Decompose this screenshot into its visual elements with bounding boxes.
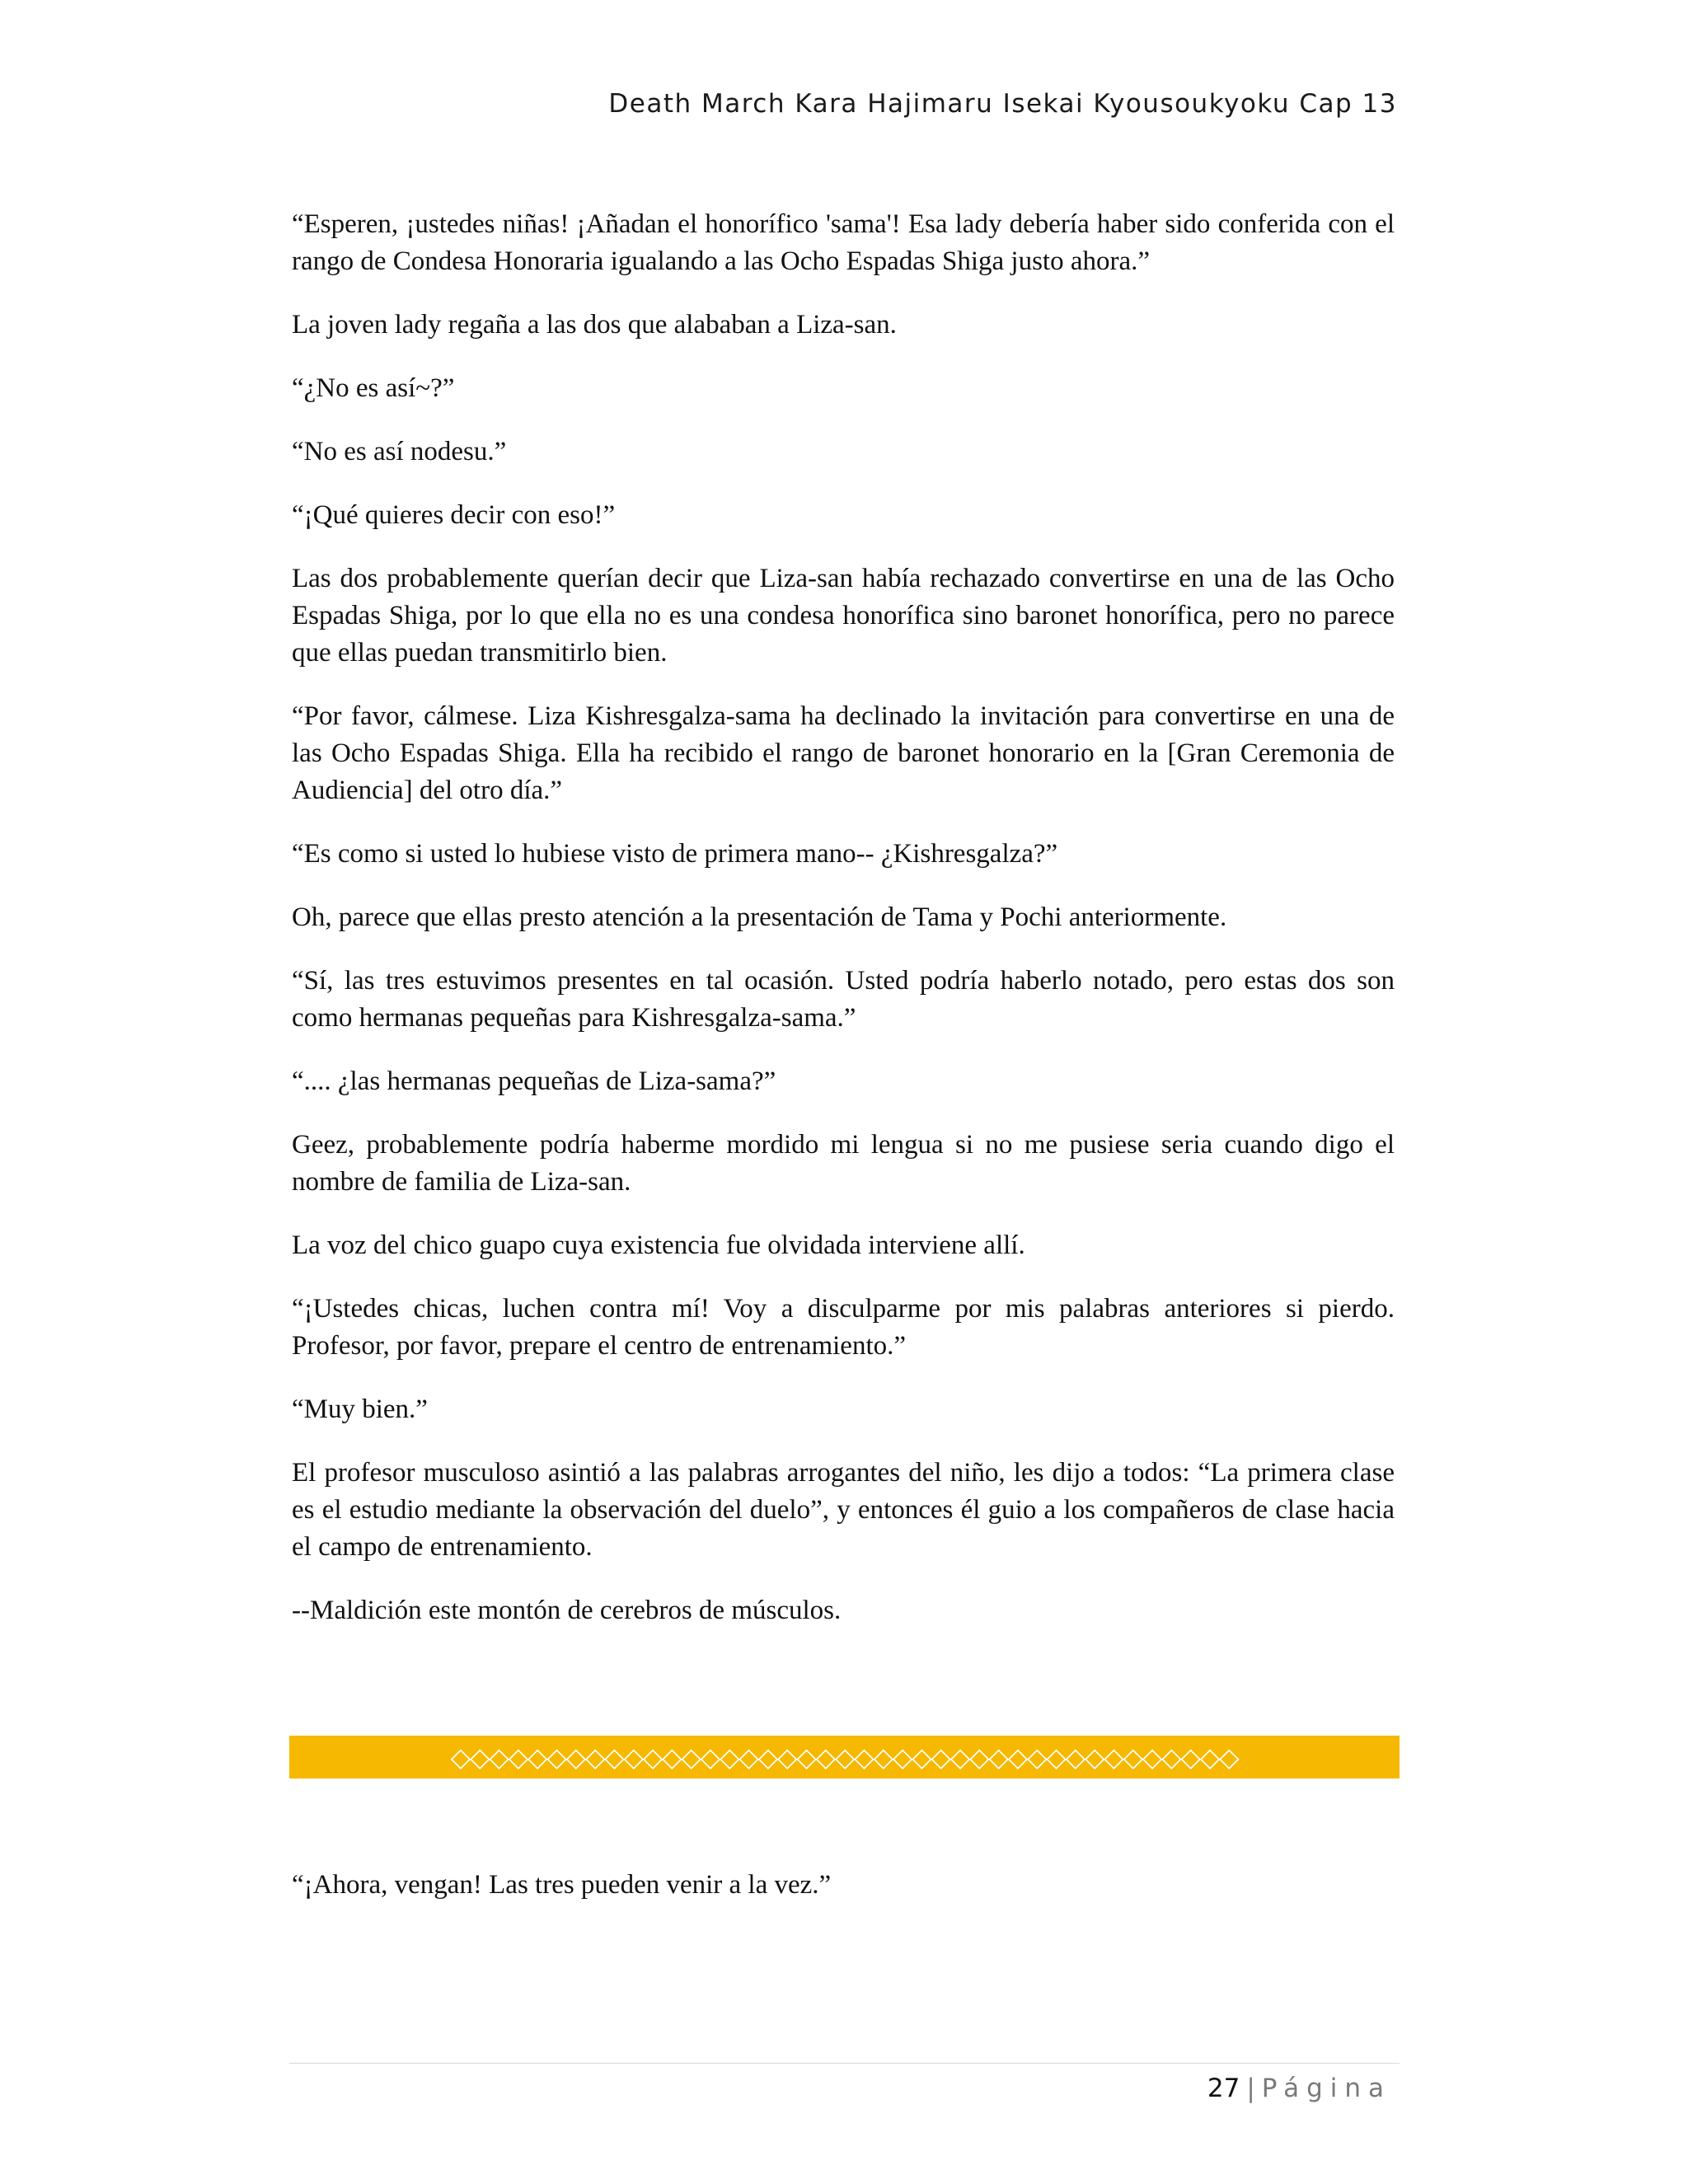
running-header: Death March Kara Hajimaru Isekai Kyousoukyoku Cap 13 [608, 89, 1397, 119]
paragraph: “Muy bien.” [292, 1394, 428, 1424]
paragraph: La voz del chico guapo cuya existencia fue olvidada interviene allí. [292, 1230, 1025, 1260]
paragraph: “¿No es así~?” [292, 373, 455, 403]
paragraph: “Sí, las tres estuvimos presentes en tal ocasión. Usted podría haberlo notado, pero estas dos son como hermanas pequeñas para Kishresgalza-sama.” [292, 966, 1395, 1033]
paragraph: “.... ¿las hermanas pequeñas de Liza-sama?” [292, 1066, 776, 1096]
footer-divider [289, 2063, 1400, 2064]
page-number: 27 [1207, 2074, 1240, 2103]
paragraph: --Maldición este montón de cerebros de músculos. [292, 1596, 842, 1625]
scene-separator-bar [289, 1736, 1400, 1779]
paragraph: Oh, parece que ellas presto atención a la presentación de Tama y Pochi anteriormente. [292, 902, 1227, 932]
paragraph: La joven lady regaña a las dos que alababan a Liza-san. [292, 310, 897, 340]
paragraph: “Es como si usted lo hubiese visto de primera mano-- ¿Kishresgalza?” [292, 839, 1058, 869]
page-footer [1071, 2069, 1391, 2108]
paragraph: “¡Ahora, vengan! Las tres pueden venir a la vez.” [292, 1870, 832, 1900]
paragraph: “¡Qué quieres decir con eso!” [292, 500, 616, 530]
paragraph: “¡Ustedes chicas, luchen contra mí! Voy a disculparme por mis palabras anteriores si pierdo. Profesor, por favor, prepare el centro de entrenamiento.” [292, 1294, 1395, 1361]
paragraph: “Esperen, ¡ustedes niñas! ¡Añadan el honorífico 'sama'! Esa lady debería haber sido conferida con el rango de Condesa Honoraria igualando a las Ocho Espadas Shiga justo ahora.” [292, 209, 1395, 276]
diamond-pattern-icon: ◇◇◇◇◇◇◇◇◇◇◇◇◇◇◇◇◇◇◇◇◇◇◇◇◇◇◇◇◇◇◇◇◇◇◇◇◇◇◇◇◇ [450, 1741, 1239, 1773]
paragraph: “Por favor, cálmese. Liza Kishresgalza-sama ha declinado la invitación para convertirse en una de las Ocho Espadas Shiga. Ella ha recibido el rango de baronet honorario en la [Gran Ceremonia de Audiencia] del otro día.” [292, 701, 1395, 805]
paragraph: Las dos probablemente querían decir que Liza-san había rechazado convertirse en una de las Ocho Espadas Shiga, por lo que ella no es una condesa honorífica sino baronet honorífica, pero no parece que ellas puedan transmitirlo bien. [292, 564, 1395, 668]
body-text [292, 206, 1395, 1656]
footer-separator: | [1246, 2074, 1255, 2103]
paragraph: “No es así nodesu.” [292, 437, 507, 466]
paragraph: Geez, probablemente podría haberme mordido mi lengua si no me pusiese seria cuando digo el nombre de familia de Liza-san. [292, 1130, 1395, 1197]
paragraph: El profesor musculoso asintió a las palabras arrogantes del niño, les dijo a todos: “La primera clase es el estudio mediante la observación del duelo”, y entonces él guio a los compañeros de clase hacia el campo de entrenamiento. [292, 1458, 1395, 1562]
page-label: Página [1261, 2074, 1391, 2103]
closing-text [292, 1867, 1395, 1904]
